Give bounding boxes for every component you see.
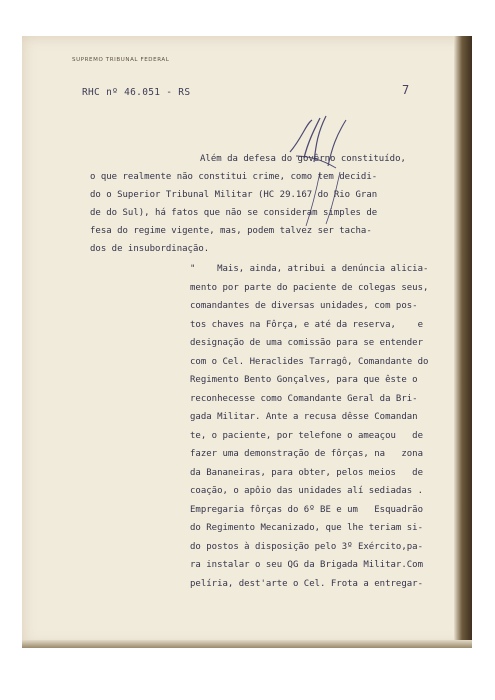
letterhead: SUPREMO TRIBUNAL FEDERAL [72, 57, 170, 63]
text-line: designação de uma comissão para se entender [190, 338, 423, 348]
text-line: comandantes de diversas unidades, com pos- [190, 301, 418, 311]
text-line: reconhecesse como Comandante Geral da Bri- [190, 394, 418, 404]
text-line: do Regimento Mecanizado, que lhe teriam si- [190, 523, 423, 533]
text-line: ra instalar o seu QG da Brigada Militar.Com [190, 560, 423, 570]
case-reference: RHC nº 46.051 - RS [82, 87, 191, 98]
text-line: do postos à disposição pelo 3º Exército,pa- [190, 542, 423, 552]
text-line: mento por parte do paciente de colegas seus, [190, 283, 429, 293]
text-line: de do Sul), há fatos que não se consideram simples de [90, 208, 378, 218]
text-line: gada Militar. Ante a recusa dêsse Comandan [190, 412, 418, 422]
text-line: fesa do regime vigente, mas, podem talvez ser tacha- [90, 226, 372, 236]
page-bottom-edge [22, 640, 472, 648]
text-line: Empregaria fôrças do 6º BE e um Esquadrão [190, 505, 423, 515]
text-line: pelíria, dest'arte o Cel. Frota a entregar- [190, 579, 423, 589]
text-line: do o Superior Tribunal Militar (HC 29.167 do Rio Gran [90, 190, 378, 200]
text-line: coação, o apôio das unidades alí sediadas . [190, 486, 423, 496]
text-line: Além da defesa do govêrno constituído, [200, 154, 406, 164]
text-line: dos de insubordinação. [90, 244, 210, 254]
text-line: fazer uma demonstração de fôrças, na zona [190, 449, 423, 459]
text-line: da Bananeiras, para obter, pelos meios de [190, 468, 423, 478]
text-line: com o Cel. Heraclides Tarragô, Comandante do [190, 357, 429, 367]
text-line: " Mais, ainda, atribui a denúncia alicia- [190, 264, 429, 274]
page-number: 7 [402, 83, 410, 97]
text-line: te, o paciente, por telefone o ameaçou de [190, 431, 423, 441]
text-line: tos chaves na Fôrça, e até da reserva, e [190, 320, 423, 330]
text-line: o que realmente não constitui crime, como tem decidi- [90, 172, 378, 182]
page-binding-edge [454, 36, 472, 644]
text-line: Regimento Bento Gonçalves, para que êste o [190, 375, 418, 385]
